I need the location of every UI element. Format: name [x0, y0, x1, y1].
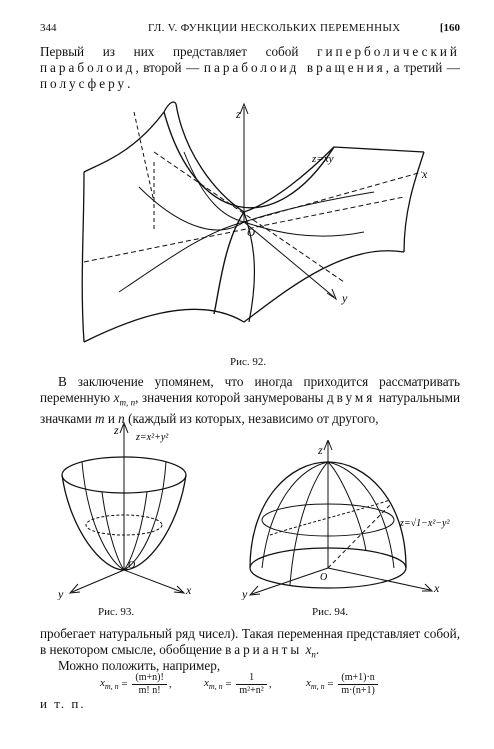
fig94-x-label: x [434, 581, 440, 595]
paragraph-2 [40, 374, 460, 427]
fig92-origin: O [247, 227, 255, 239]
var-x: x [113, 390, 120, 405]
term-two: двумя [326, 390, 376, 405]
closing-text: и т. п. [40, 696, 86, 711]
formula-2 [204, 672, 272, 697]
fig93-origin: O [128, 560, 136, 571]
page-number: 344 [40, 22, 57, 34]
figure-92-saddle [44, 92, 444, 354]
figure-94-caption: Рис. 94. [312, 606, 349, 618]
fig94-origin: O [320, 572, 328, 583]
formula1-numerator: (m+n)! [132, 672, 166, 685]
fig92-x-label: x [422, 167, 428, 181]
paragraph-4: Можно положить, например, [58, 658, 221, 673]
formula3-numerator: (m+1)·n [338, 672, 377, 685]
fig94-z-label: z [318, 443, 323, 457]
term-hyperbolic-paraboloid: гиперболический параболоид [40, 44, 460, 75]
formula1-eq: = [118, 678, 131, 691]
formula2-numerator: 1 [236, 672, 266, 685]
term-hemisphere: полусферу [40, 76, 128, 91]
formulas-block [100, 672, 460, 706]
formula2-eq: = [222, 678, 235, 691]
fig93-y-label: y [58, 587, 64, 600]
formula2-fraction [236, 672, 266, 697]
figure-93-paraboloid [52, 420, 212, 600]
fig93-z-label: z [114, 423, 119, 437]
formula2-sep: , [268, 678, 272, 691]
formula1-sep: , [168, 678, 172, 691]
running-title: ГЛ. V. ФУНКЦИИ НЕСКОЛЬКИХ ПЕРЕМЕННЫХ [148, 22, 401, 34]
figure-92-caption: Рис. 92. [230, 356, 267, 368]
formula1-lhs: x [100, 677, 105, 690]
para1-text-g: . [127, 76, 131, 91]
para2-text-b: , значения которой занумерованы [135, 390, 327, 405]
formula1-sub: m, n [104, 682, 119, 692]
para1-text-e: , а третий — [385, 60, 460, 75]
var-xn-subscript: n [311, 649, 316, 660]
fig92-z-label: z [236, 107, 241, 121]
section-number: [160 [439, 22, 460, 34]
para3-text-d: . [315, 642, 320, 657]
fig92-equation: z=xy [312, 153, 334, 165]
fig93-x-label: x [186, 583, 192, 597]
formula1-denominator: m! n! [138, 685, 161, 696]
var-m: m [94, 410, 105, 426]
formula2-denominator: m²+n² [239, 685, 264, 696]
fig94-equation: z=√1−x²−y² [400, 518, 450, 529]
formula-1 [100, 672, 172, 697]
formula2-lhs: x [204, 677, 209, 690]
formula2-sub: m, n [208, 682, 223, 692]
term-variant: варианты [225, 642, 303, 657]
formula-3 [306, 672, 380, 697]
para2-text-d: натуральными значками [40, 390, 461, 426]
fig93-equation: z=x²+y² [136, 432, 169, 443]
var-n: n [118, 410, 125, 426]
formula3-eq: = [324, 678, 337, 691]
formula3-lhs: x [306, 677, 311, 690]
formula3-fraction [338, 672, 377, 697]
formula1-fraction [132, 672, 166, 697]
para1-text-a: Первый из них представляет собой [40, 44, 318, 59]
para1-text-c: , второй — [135, 60, 204, 75]
paragraph-1 [40, 44, 460, 92]
formula3-sub: m, n [310, 682, 325, 692]
var-x-subscript: m, n [119, 397, 136, 408]
para2-text-e: и [104, 410, 119, 426]
formula3-denominator: m·(n+1) [341, 685, 375, 696]
para2-text-f: (каждый из которых, независимо от другого, [124, 410, 379, 426]
figure-93-caption: Рис. 93. [98, 606, 135, 618]
figure-94-hemisphere [240, 440, 470, 600]
page-header [40, 22, 460, 38]
var-xn: x [305, 642, 312, 657]
term-paraboloid-of-revolution: параболоид вращения [203, 60, 386, 75]
fig94-y-label: y [242, 587, 248, 600]
fig92-y-label: y [342, 291, 348, 305]
para2-text-a: В заключение упомянем, что иногда приходится рассматривать переменную [40, 374, 460, 405]
para3-text-a: пробегает натуральный ряд чисел). Такая переменная представляет собой, в некотором смысле, обобщение [40, 626, 460, 657]
